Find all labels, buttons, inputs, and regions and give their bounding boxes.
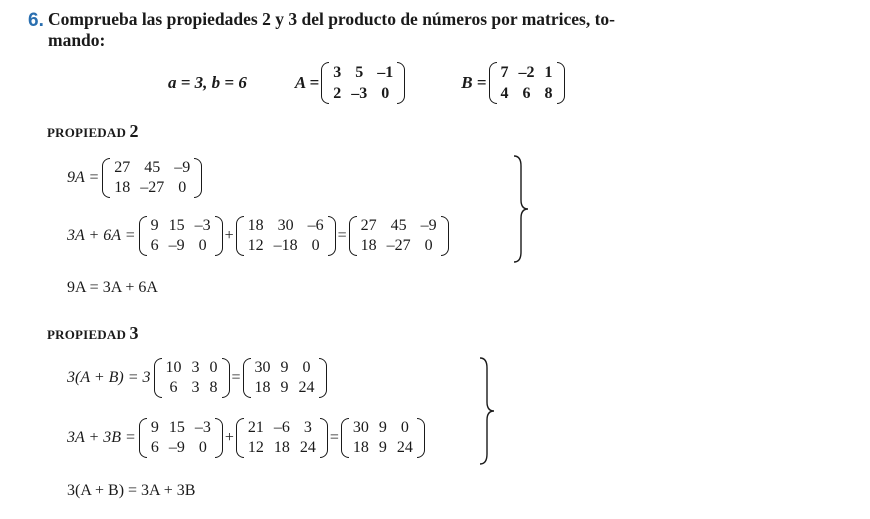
matrix xyxy=(349,216,449,256)
prop2-conclusion: 9A = 3A + 6A xyxy=(67,279,158,296)
given-data xyxy=(168,62,565,104)
matrix xyxy=(236,216,336,256)
matrix-cell: 3 xyxy=(333,64,342,81)
matrix-cell: 0 xyxy=(302,359,311,376)
prop3-equation-1 xyxy=(67,358,327,398)
right-brace-prop2 xyxy=(512,154,530,264)
matrix-cell: 24 xyxy=(299,439,316,456)
matrix xyxy=(243,358,327,398)
matrix-cell: 10 xyxy=(165,359,182,376)
matrix-cell: 12 xyxy=(247,439,264,456)
matrix-cell: –9 xyxy=(168,439,185,456)
matrix-cell: 18 xyxy=(360,237,377,254)
matrix-cell: 0 xyxy=(198,237,207,254)
matrix-cell: 9 xyxy=(150,419,159,436)
matrix-cell: 3 xyxy=(303,419,312,436)
matrix-cell: 9 xyxy=(378,439,387,456)
plus-operator: + xyxy=(224,429,234,446)
matrix-cell: 0 xyxy=(198,439,207,456)
matrix-cell: –6 xyxy=(273,419,290,436)
matrix-cell: 0 xyxy=(424,237,433,254)
matrix-cell: 8 xyxy=(544,85,553,102)
matrix-cell: –3 xyxy=(194,217,211,234)
equation-lhs: 3A + 3B = xyxy=(67,429,136,446)
section-title-word: PROPIEDAD xyxy=(47,125,127,140)
matrix-cell: 0 xyxy=(381,85,390,102)
matrix-cell: 9 xyxy=(280,379,289,396)
matrix-cell: 0 xyxy=(178,179,187,196)
matrix xyxy=(341,418,425,458)
plus-operator: + xyxy=(224,227,234,244)
matrix-cell: 5 xyxy=(355,64,364,81)
section-title-number: 3 xyxy=(129,323,139,343)
section-title-prop3 xyxy=(47,323,139,344)
matrix-cell: 27 xyxy=(114,159,131,176)
matrix-cell: 8 xyxy=(209,379,218,396)
matrix-cell: 15 xyxy=(168,217,185,234)
matrix-cell: 6 xyxy=(522,85,531,102)
matrix-cell: 3 xyxy=(191,359,200,376)
matrix xyxy=(139,216,223,256)
matrix-cell: 27 xyxy=(360,217,377,234)
section-title-prop2 xyxy=(47,121,139,142)
matrix xyxy=(139,418,223,458)
scalars-definition: a = 3, b = 6 xyxy=(168,73,247,92)
matrix-cell: 9 xyxy=(378,419,387,436)
prop3-conclusion: 3(A + B) = 3A + 3B xyxy=(67,482,196,499)
matrix-cell: 6 xyxy=(169,379,178,396)
matrix-cell: 6 xyxy=(150,237,159,254)
matrix-cell: –9 xyxy=(174,159,191,176)
matrix-cell: 4 xyxy=(500,85,509,102)
matrix-cell: –27 xyxy=(140,179,165,196)
matrix xyxy=(102,158,202,198)
matrix xyxy=(154,358,230,398)
matrix-cell: –3 xyxy=(351,85,368,102)
matrix-cell: 18 xyxy=(254,379,271,396)
matrix-cell: 30 xyxy=(352,419,369,436)
matrix-cell: 30 xyxy=(277,217,294,234)
exercise-statement-line1: Comprueba las propiedades 2 y 3 del producto de números por matrices, to- xyxy=(48,9,615,29)
matrix-cell: 9 xyxy=(150,217,159,234)
equation-lhs: 3A + 6A = xyxy=(67,227,136,244)
matrix-cell: –1 xyxy=(377,64,394,81)
matrix-cell: 21 xyxy=(247,419,264,436)
matrix-cell: 6 xyxy=(150,439,159,456)
matrix-cell: –6 xyxy=(307,217,324,234)
matrix-b xyxy=(489,62,565,104)
matrix-cell: –9 xyxy=(168,237,185,254)
matrix-cell: 45 xyxy=(390,217,407,234)
matrix-cell: –9 xyxy=(420,217,437,234)
matrix-cell: 0 xyxy=(311,237,320,254)
prop2-equation-1 xyxy=(67,158,202,198)
matrix-cell: 0 xyxy=(209,359,218,376)
equals-operator: = xyxy=(337,227,347,244)
exercise-statement-line2: mando: xyxy=(48,30,106,50)
matrix-cell: 18 xyxy=(352,439,369,456)
right-brace-prop3 xyxy=(478,356,496,466)
equation-lhs: 9A = xyxy=(67,169,100,186)
matrix-cell: 12 xyxy=(247,237,264,254)
matrix-cell: –3 xyxy=(194,419,211,436)
equals-operator: = xyxy=(231,369,241,386)
matrix-cell: 18 xyxy=(273,439,290,456)
matrix-cell: 2 xyxy=(333,85,342,102)
section-title-word: PROPIEDAD xyxy=(47,327,127,342)
matrix-cell: 1 xyxy=(544,64,553,81)
prop2-equation-2 xyxy=(67,216,449,256)
matrix-cell: 9 xyxy=(280,359,289,376)
equals-operator: = xyxy=(329,429,339,446)
matrix-cell: 15 xyxy=(168,419,185,436)
matrix xyxy=(236,418,328,458)
matrix-cell: 0 xyxy=(400,419,409,436)
matrix-cell: 30 xyxy=(254,359,271,376)
matrix-cell: 24 xyxy=(298,379,315,396)
matrix-cell: 3 xyxy=(191,379,200,396)
matrix-cell: 18 xyxy=(114,179,131,196)
matrix-cell: –2 xyxy=(518,64,535,81)
equation-lhs: 3(A + B) = 3 xyxy=(67,369,151,386)
matrix-cell: –27 xyxy=(386,237,411,254)
matrix-a xyxy=(321,62,405,104)
prop3-equation-2 xyxy=(67,418,425,458)
matrix-b-label: B = xyxy=(461,73,487,92)
section-title-number: 2 xyxy=(129,121,139,141)
matrix-cell: –18 xyxy=(273,237,298,254)
matrix-cell: 7 xyxy=(500,64,509,81)
matrix-cell: 24 xyxy=(396,439,413,456)
matrix-cell: 18 xyxy=(247,217,264,234)
matrix-a-label: A = xyxy=(294,73,320,92)
matrix-cell: 45 xyxy=(144,159,161,176)
exercise-number: 6. xyxy=(28,10,44,31)
